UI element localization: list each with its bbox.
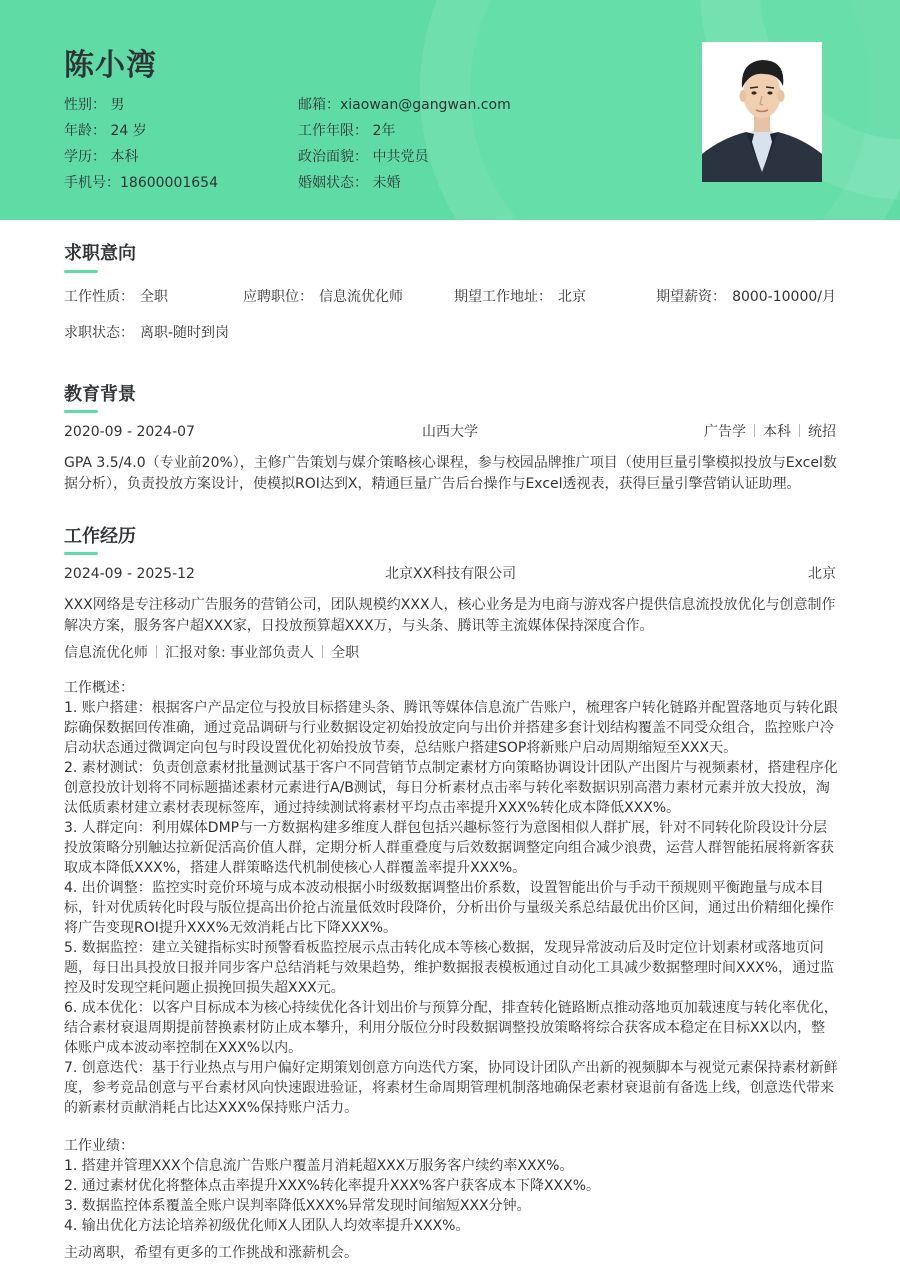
education-section-title: 教育背景	[64, 384, 136, 405]
detail-line: 1. 账户搭建：根据客户产品定位与投放目标搭建头条、腾讯等媒体信息流广告账户，梳理客户转化链路并配置落地页与转化跟	[64, 700, 838, 716]
salary-value: 8000-10000/月	[732, 289, 836, 305]
work-achievements	[64, 1136, 836, 1236]
basic-info-right	[298, 92, 511, 196]
gender-label: 性别：	[64, 97, 106, 113]
tag-separator	[156, 645, 157, 658]
position-label: 应聘职位：	[243, 289, 313, 305]
school-name: 山西大学	[422, 424, 478, 440]
major-tag: 广告学	[704, 424, 746, 440]
detail-line: 7. 创意迭代：基于行业热点与用户偏好定期策划创意方向迭代方案，协同设计团队产出新的视频脚本与视觉元素保持素材新鲜	[64, 1060, 838, 1076]
work-tags	[64, 643, 359, 664]
detail-line: 标，针对优质转化时段与版位提高出价抢占流量低效时段降价，分析出价与量级关系总结最优出价区间，通过出价精细化操作	[64, 900, 834, 916]
salary-item	[656, 287, 836, 308]
detail-line: 3. 人群定向：利用媒体DMP与一方数据构建多维度人群包包括兴趣标签行为意图相似人群扩展，针对不同转化阶段设计分层	[64, 820, 828, 836]
achievement-line: 2. 通过素材优化将整体点击率提升XXX%转化率提升XXX%客户获客成本下降XXX%。	[64, 1178, 601, 1194]
phone-row	[64, 170, 218, 196]
location-label: 期望工作地址：	[454, 289, 552, 305]
education-title-underline	[64, 410, 98, 413]
detail-line: 工作概述：	[64, 680, 134, 696]
status-item	[64, 323, 229, 344]
job-type-tag: 全职	[331, 645, 360, 661]
status-value: 离职-随时到岗	[140, 325, 230, 341]
work-period: 2024-09 - 2025-12	[64, 566, 195, 582]
gender-value: 男	[110, 97, 125, 113]
candidate-name: 陈小湾	[64, 48, 157, 83]
portrait-photo	[702, 42, 822, 182]
age-value: 24 岁	[110, 123, 147, 139]
company-desc-line: 解决方案，服务客户超XXX家，日投放预算超XXX万，与头条、腾讯等主流媒体保持深度合作。	[64, 618, 654, 634]
marital-value: 未婚	[372, 175, 401, 191]
gender-row	[64, 92, 218, 118]
detail-line: 将广告变现ROI提升XXX%无效消耗占比下降XXX%。	[64, 920, 398, 936]
work-city: 北京	[808, 566, 836, 582]
work-section-title: 工作经历	[64, 526, 136, 547]
work-title-underline	[64, 552, 98, 555]
detail-line: 投放策略分别触达拉新促活高价值人群，定期分析人群重叠度与后效数据调整定向组合减少浪费，运营人群智能拓展将新客获	[64, 840, 834, 856]
tag-separator	[322, 645, 323, 658]
marital-label: 婚姻状态：	[298, 175, 368, 191]
degree-tag: 本科	[763, 424, 791, 440]
intent-title-underline	[64, 270, 98, 273]
detail-line: 取成本降低XXX%，搭建人群策略迭代机制使核心人群覆盖率提升XXX%。	[64, 860, 527, 876]
detail-line: 4. 出价调整：监控实时竞价环境与成本波动根据小时级数据调整出价系数，设置智能出价与手动干预规则平衡跑量与成本目	[64, 880, 824, 896]
salary-label: 期望薪资：	[656, 289, 727, 305]
email-label: 邮箱：	[298, 97, 340, 113]
achievement-line: 4. 输出优化方法论培养初级优化师X人团队人均效率提升XXX%。	[64, 1218, 470, 1234]
portrait-icon	[702, 42, 822, 182]
education-tags	[704, 422, 836, 443]
education-description	[64, 453, 836, 495]
age-label: 年龄：	[64, 123, 106, 139]
education-period: 2020-09 - 2024-07	[64, 424, 195, 440]
education-desc-line: 据分析），负责投放方案设计，使模拟ROI达到X，精通巨量广告后台操作与Excel透视表，获得巨量引擎营销认证助理。	[64, 476, 801, 492]
resume-header	[0, 0, 900, 220]
email-row	[298, 92, 511, 118]
work-details	[64, 678, 836, 1118]
role-tag: 信息流优化师	[64, 645, 148, 661]
detail-line: 踪确保数据回传准确，通过竞品调研与行业数据设定初始投放定向与出价并搭建多套计划结构覆盖不同受众组合，监控账户冷	[64, 720, 834, 736]
age-row	[64, 118, 218, 144]
marital-row	[298, 170, 511, 196]
political-label: 政治面貌：	[298, 149, 368, 165]
tag-separator	[754, 424, 755, 437]
detail-line: 的新素材贡献消耗占比达XXX%保持账户活力。	[64, 1100, 359, 1116]
detail-line: 题，每日出具投放日报并同步客户总结消耗与效果趋势，维护数据报表模板通过自动化工具减少数据整理时间XXX%，通过监	[64, 960, 835, 976]
years-row	[298, 118, 511, 144]
status-label: 求职状态：	[64, 325, 134, 341]
achievement-line: 1. 搭建并管理XXX个信息流广告账户覆盖月消耗超XXX万服务客户续约率XXX%。	[64, 1158, 574, 1174]
political-row	[298, 144, 511, 170]
phone-value: 18600001654	[120, 175, 218, 191]
political-value: 中共党员	[372, 149, 429, 165]
detail-line: 汰低质素材建立素材表现标签库，通过持续测试将素材平均点击率提升XXX%转化成本降低XXX%。	[64, 800, 681, 816]
detail-line: 启动状态通过微调定向包与时段设置优化初始投放节奏，总结账户搭建SOP将新账户启动周期缩短至XXX天。	[64, 740, 738, 756]
leave-reason: 主动离职，希望有更多的工作挑战和涨薪机会。	[64, 1245, 358, 1261]
location-value: 北京	[558, 289, 586, 305]
report-to-tag: 汇报对象: 事业部负责人	[165, 645, 315, 661]
detail-line: 结合素材衰退周期提前替换素材防止成本攀升，利用分版位分时段数据调整投放策略将综合获客成本稳定在目标XX以内，整	[64, 1020, 826, 1036]
company-name: 北京XX科技有限公司	[385, 566, 517, 582]
location-item	[454, 287, 586, 308]
detail-line: 控及时发现空耗问题止损挽回损失超XXX元。	[64, 980, 345, 996]
detail-line: 6. 成本优化：以客户目标成本为核心持续优化各计划出价与预算分配，排查转化链路断点推动落地页加载速度与转化率优化，	[64, 1000, 838, 1016]
education-value: 本科	[110, 149, 139, 165]
job-type-item	[64, 287, 168, 308]
education-row	[64, 144, 218, 170]
intent-section-title: 求职意向	[64, 243, 136, 264]
basic-info-left	[64, 92, 218, 196]
company-description	[64, 595, 836, 637]
position-value: 信息流优化师	[319, 289, 403, 305]
job-type-label: 工作性质：	[64, 289, 134, 305]
enrollment-type-tag: 统招	[808, 424, 836, 440]
education-label: 学历：	[64, 149, 106, 165]
detail-line: 2. 素材测试：负责创意素材批量测试基于客户不同营销节点制定素材方向策略协调设计团队产出图片与视频素材，搭建程序化	[64, 760, 838, 776]
detail-line: 创意投放计划将不同标题描述素材元素进行A/B测试，每日分析素材点击率与转化率数据识别高潜力素材元素并放大投放，淘	[64, 780, 830, 796]
position-item	[243, 287, 403, 308]
tag-separator	[799, 424, 800, 437]
email-value: xiaowan@gangwan.com	[340, 97, 511, 113]
detail-line: 度，参考竞品创意与平台素材风向快速跟进验证，将素材生命周期管理机制落地确保老素材衰退前有备选上线，创意迭代带来	[64, 1080, 834, 1096]
education-desc-line: GPA 3.5/4.0（专业前20%），主修广告策划与媒介策略核心课程，参与校园品牌推广项目（使用巨量引擎模拟投放与Excel数	[64, 455, 837, 471]
years-value: 2年	[372, 123, 396, 139]
detail-line: 5. 数据监控：建立关键指标实时预警看板监控展示点击转化成本等核心数据，发现异常波动后及时定位计划素材或落地页问	[64, 940, 824, 956]
years-label: 工作年限：	[298, 123, 368, 139]
phone-label: 手机号：	[64, 175, 120, 191]
achievement-line: 工作业绩：	[64, 1138, 134, 1154]
achievement-line: 3. 数据监控体系覆盖全账户误判率降低XXX%异常发现时间缩短XXX分钟。	[64, 1198, 531, 1214]
detail-line: 体账户成本波动率控制在XXX%以内。	[64, 1040, 303, 1056]
company-desc-line: XXX网络是专注移动广告服务的营销公司，团队规模约XXX人，核心业务是为电商与游戏客户提供信息流投放优化与创意制作	[64, 597, 836, 613]
job-type-value: 全职	[140, 289, 168, 305]
